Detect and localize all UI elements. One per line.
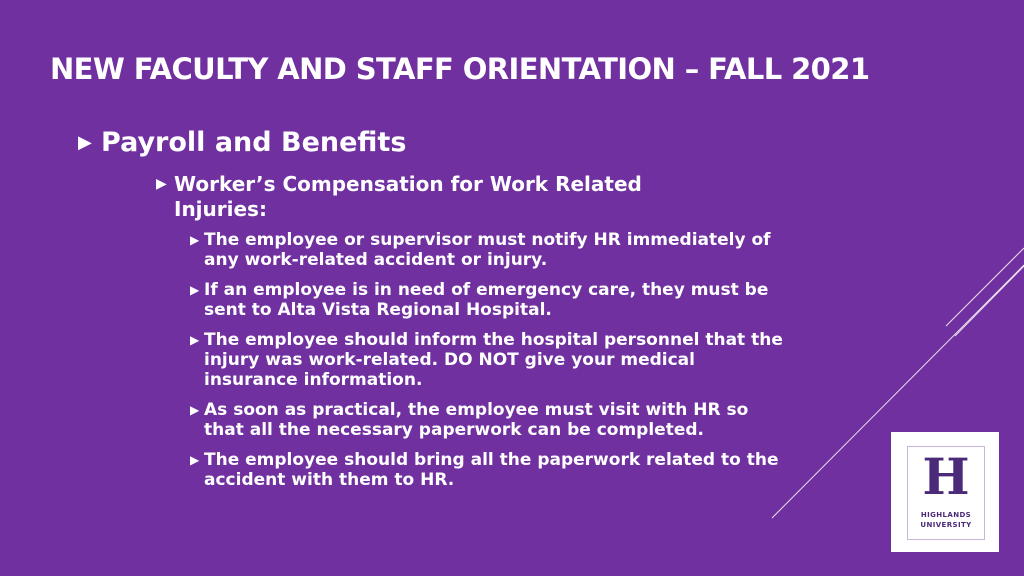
triangle-right-icon: ▶ — [190, 283, 200, 297]
bullet-level1 — [78, 126, 798, 160]
logo-letter: H — [922, 447, 970, 506]
logo-frame — [907, 446, 985, 540]
slide-content — [78, 126, 798, 490]
logo-line2: UNIVERSITY — [920, 521, 972, 529]
triangle-right-icon: ▶ — [156, 176, 167, 192]
triangle-right-icon: ▶ — [190, 403, 200, 417]
bullet-level3-text: The employee should bring all the paperwork related to the accident with them to HR. — [204, 450, 779, 490]
triangle-right-icon: ▶ — [190, 333, 200, 347]
bullet-level3-text: If an employee is in need of emergency care, they must be sent to Alta Vista Regional Hospital. — [204, 280, 769, 320]
triangle-right-icon: ▶ — [190, 233, 200, 247]
triangle-right-icon: ▶ — [78, 132, 92, 153]
bullet-level1-text: Payroll and Benefits — [101, 127, 407, 158]
bullet-level3-text: As soon as practical, the employee must visit with HR so that all the necessary paperwork can be completed. — [204, 400, 749, 440]
triangle-right-icon: ▶ — [190, 453, 200, 467]
bullet-level3-item — [190, 400, 784, 440]
logo-line1: HIGHLANDS — [920, 511, 972, 519]
highlands-university-logo — [891, 432, 999, 552]
bullet-level3-item — [190, 280, 784, 320]
bullet-level3-text: The employee should inform the hospital personnel that the injury was work-related. DO NOT give your medical insurance information. — [204, 330, 783, 390]
bullet-level3-item — [190, 330, 784, 390]
bullet-level3-item — [190, 450, 784, 490]
bullet-level2-text: Worker’s Compensation for Work Related Injuries: — [174, 172, 642, 221]
bullet-level2 — [156, 172, 694, 222]
bullet-level3-text: The employee or supervisor must notify HR immediately of any work-related accident or injury. — [204, 230, 771, 270]
slide-title: NEW FACULTY AND STAFF ORIENTATION – FALL 2021 — [50, 52, 870, 86]
bullet-level3-item — [190, 230, 784, 270]
